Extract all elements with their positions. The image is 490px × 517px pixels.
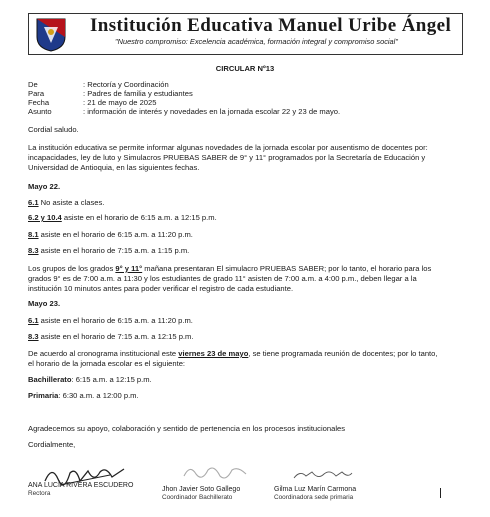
farewell: Cordialmente, <box>28 440 76 449</box>
meeting-note-line: el horario de la jornada escolar es el siguiente: <box>28 359 186 368</box>
note-text: De acuerdo al cronograma institucional este <box>28 349 179 358</box>
group-code: 6.2 y 10.4 <box>28 213 62 222</box>
signer-name: ANA LUCÍA RIVERA ESCUDERO <box>28 482 134 489</box>
meeting-note-line <box>28 349 437 359</box>
may22-item <box>28 246 189 256</box>
group-schedule: asiste en el horario de 6:15 a.m. a 11:20 p.m. <box>38 230 193 239</box>
note-text: Los grupos de los grados <box>28 264 116 273</box>
signer-name: Jhon Javier Soto Gallego <box>162 486 241 493</box>
meta-value: : Padres de familia y estudiantes <box>83 89 193 98</box>
signer-role: Coordinador Bachillerato <box>162 494 233 501</box>
institution-name: Institución Educativa Manuel Uribe Ángel <box>90 15 452 36</box>
level-time: : 6:30 a.m. a 12:00 p.m. <box>58 391 139 400</box>
level-label: Primaria <box>28 391 59 400</box>
meta-label: De <box>28 80 38 89</box>
level-time: : 6:15 a.m. a 12:15 p.m. <box>71 375 152 384</box>
may23-item <box>28 332 193 342</box>
signer-role: Rectora <box>28 490 51 497</box>
school-shield-logo <box>35 17 67 52</box>
level-label: Bachillerato <box>28 375 72 384</box>
simulacro-note-line <box>28 264 431 274</box>
intro-line: incapacidades, ley de luto y Simulacros PRUEBAS SABER de 9° y 11° programados por la Secretaría de Educación y <box>28 153 426 162</box>
circular-title: CIRCULAR Nº13 <box>215 64 275 73</box>
may23-heading: Mayo 23. <box>28 299 61 308</box>
group-code: 6.1 <box>28 316 39 325</box>
signer-role: Coordinadora sede primaria <box>274 494 354 501</box>
signer-name: Gilma Luz Marín Carmona <box>274 486 357 493</box>
may23-item <box>28 316 193 326</box>
greeting: Cordial saludo. <box>28 125 79 134</box>
intro-line: La institución educativa se permite informar algunas novedades de la jornada escolar por ausentismo de docentes por: <box>28 143 428 152</box>
group-code: 8.3 <box>28 332 39 341</box>
group-code: 8.1 <box>28 230 39 239</box>
simulacro-note-line: grados 9° es de 7:00 a.m. a 11:30 y los estudiantes de grado 11° asisten de 7:00 a.m. a 4:00 p.m., deben llegar a la <box>28 274 417 283</box>
meta-label: Para <box>28 89 45 98</box>
simulacro-note-line: institución 10 minutos antes para poder verificar el registro de cada estudiante. <box>28 284 294 293</box>
schedule-secondary <box>28 375 152 385</box>
text-cursor <box>440 488 441 498</box>
group-schedule: asiste en el horario de 6:15 a.m. a 11:20 p.m. <box>38 316 193 325</box>
may22-item <box>28 213 217 223</box>
group-code: 6.1 <box>28 198 39 207</box>
may22-item <box>28 230 193 240</box>
coordinator-signature <box>180 462 250 484</box>
closing-text: Agradecemos su apoyo, colaboración y sentido de pertenencia en los procesos institucionales <box>28 424 346 433</box>
may22-heading: Mayo 22. <box>28 182 61 191</box>
group-schedule: No asiste a clases. <box>38 198 105 207</box>
meta-label: Asunto <box>28 107 52 116</box>
institution-motto: "Nuestro compromiso: Excelencia académica, formación integral y compromiso social" <box>115 37 398 46</box>
group-schedule: asiste en el horario de 6:15 a.m. a 12:15 p.m. <box>61 213 217 222</box>
meta-value: : Rectoría y Coordinación <box>83 80 169 89</box>
meta-value: : información de interés y novedades en la jornada escolar 22 y 23 de mayo. <box>83 107 341 116</box>
signature-block <box>274 486 356 502</box>
meta-value: : 21 de mayo de 2025 <box>83 98 157 107</box>
group-schedule: asiste en el horario de 7:15 a.m. a 1:15 p.m. <box>38 246 190 255</box>
note-text: , se tiene programada reunión de docentes; por lo tanto, <box>248 349 438 358</box>
primary-coordinator-signature <box>290 466 356 484</box>
signature-block <box>28 482 133 498</box>
may22-item <box>28 198 104 208</box>
group-code: 8.3 <box>28 246 39 255</box>
meta-label: Fecha <box>28 98 50 107</box>
schedule-primary <box>28 391 139 401</box>
note-text: mañana presentaran El simulacro PRUEBAS SABER; por lo tanto, el horario para los <box>142 264 432 273</box>
signature-block <box>162 486 240 502</box>
date-highlight: viernes 23 de mayo <box>178 349 249 358</box>
intro-line: Universidad de Antioquia, en las siguientes fechas. <box>28 163 200 172</box>
grades-highlight: 9° y 11° <box>115 264 143 273</box>
group-schedule: asiste en el horario de 7:15 a.m. a 12:15 p.m. <box>38 332 194 341</box>
